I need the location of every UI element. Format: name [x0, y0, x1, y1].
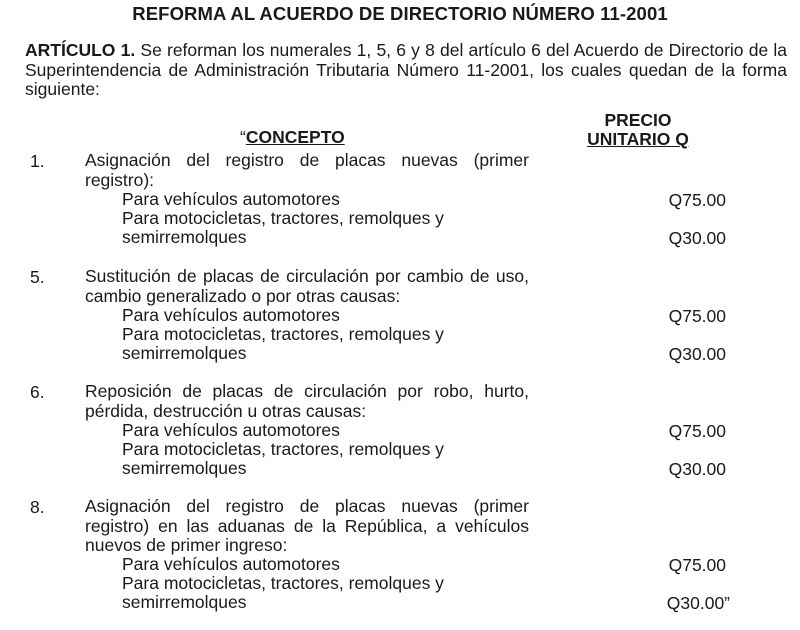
item-price-vehicles: Q75.00 [668, 421, 726, 441]
article-text: Se reforman los numerales 1, 5, 6 y 8 del artículo 6 del Acuerdo de Directorio de la Superintendencia de Administración Tributaria Número 11-2001, los cuales quedan de la forma siguiente: [25, 40, 787, 99]
item-price-motorcycles: Q30.00 [668, 344, 726, 364]
item-number: 6. [30, 382, 45, 402]
item-subitem-motorcycles: Para motocicletas, tractores, remolques y [122, 208, 444, 228]
item-subitem-motorcycles: Para motocicletas, tractores, remolques y [122, 573, 444, 593]
item-description: Sustitución de placas de circulación por cambio de uso, cambio generalizado o por otras causas: [85, 266, 529, 306]
item-description: Asignación del registro de placas nuevas (primer registro) en las aduanas de la República, a vehículos nuevos de primer ingreso: [85, 496, 529, 555]
item-subitem-motorcycles-cont: semirremolques [122, 227, 247, 247]
item-description: Asignación del registro de placas nuevas (primer registro): [85, 150, 529, 190]
item-number: 8. [30, 497, 45, 517]
item-subitem-vehicles: Para vehículos automotores [122, 305, 340, 325]
item-description: Reposición de placas de circulación por robo, hurto, pérdida, destrucción u otras causas: [85, 381, 529, 421]
item-price-vehicles: Q75.00 [668, 190, 726, 210]
item-number: 5. [30, 267, 45, 287]
item-price-vehicles: Q75.00 [668, 555, 726, 575]
document-title: REFORMA AL ACUERDO DE DIRECTORIO NÚMERO 11-2001 [132, 3, 668, 24]
price-header-line1: PRECIO [604, 110, 672, 130]
item-subitem-vehicles: Para vehículos automotores [122, 554, 340, 574]
article-label: ARTÍCULO 1. [25, 40, 136, 60]
concept-open-quote: “ [240, 127, 246, 147]
price-header [570, 111, 706, 149]
article-paragraph [25, 41, 787, 100]
item-price-vehicles: Q75.00 [668, 306, 726, 326]
item-price-motorcycles: Q30.00 [668, 228, 726, 248]
item-subitem-motorcycles-cont: semirremolques [122, 592, 247, 612]
item-subitem-motorcycles-cont: semirremolques [122, 343, 247, 363]
item-price-motorcycles: Q30.00 [668, 459, 726, 479]
item-subitem-vehicles: Para vehículos automotores [122, 420, 340, 440]
item-number: 1. [30, 151, 45, 171]
concept-header [240, 128, 345, 147]
concept-header-label: CONCEPTO [245, 127, 345, 147]
item-price-motorcycles: Q30.00” [666, 593, 730, 613]
item-subitem-motorcycles: Para motocicletas, tractores, remolques y [122, 439, 444, 459]
item-subitem-motorcycles: Para motocicletas, tractores, remolques y [122, 324, 444, 344]
item-subitem-motorcycles-cont: semirremolques [122, 458, 247, 478]
item-subitem-vehicles: Para vehículos automotores [122, 189, 340, 209]
price-header-line2: UNITARIO Q [587, 129, 689, 149]
